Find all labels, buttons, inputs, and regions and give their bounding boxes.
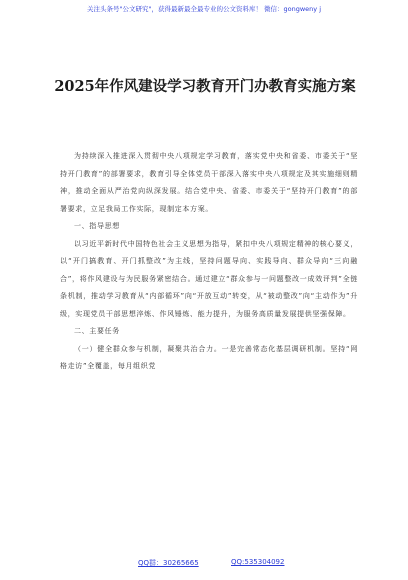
main-tasks-paragraph: （一）健全群众参与机制，凝聚共治合力。一是完善常态化基层调研机制。坚持“网格走访”全覆盖，每月组织党 [60,344,358,370]
qq-group-link-1[interactable]: QQ群：30265665 [138,559,199,567]
header-banner[interactable]: 关注头条号"公文研究"，获得最新最全最专业的公文资料库！ 微信：gongweny j [86,5,322,13]
section-heading-guiding-ideology: 一、指导思想 [74,222,120,230]
intro-paragraph: 为持续深入推进深入贯彻中央八项规定学习教育，落实党中央和省委、市委关于“坚持开门教育”的部署要求，教育引导全体党员干部深入落实中央八项规定及其实施细则精神，推动全面从严治党向纵深发展。结合党中央、省委、市委关于“坚持开门教育”的部署要求，立足我局工作实际，现制定本方案。 [60,152,358,213]
section-heading-main-tasks: 二、主要任务 [74,327,120,335]
qq-group-link-2[interactable]: QQ:535304092 [231,558,285,566]
document-title: 2025年作风建设学习教育开门办教育实施方案 [54,78,356,95]
document-body [60,148,358,376]
guiding-ideology-paragraph: 以习近平新时代中国特色社会主义思想为指导，紧扣中央八项规定精神的核心要义，以“开门搞教育、开门抓整改”为主线，坚持问题导向、实践导向、群众导向“三向融合”，将作风建设与为民服务紧密结合。通过建立“群众参与一问题整改一成效评判”全链条机制，推动学习教育从“内部循环”向“开放互动”转变，从“被动整改”向“主动作为”升级，实现党员干部思想淬炼、作风锤炼、能力提升，为服务高质量发展提供坚强保障。 [60,239,358,318]
